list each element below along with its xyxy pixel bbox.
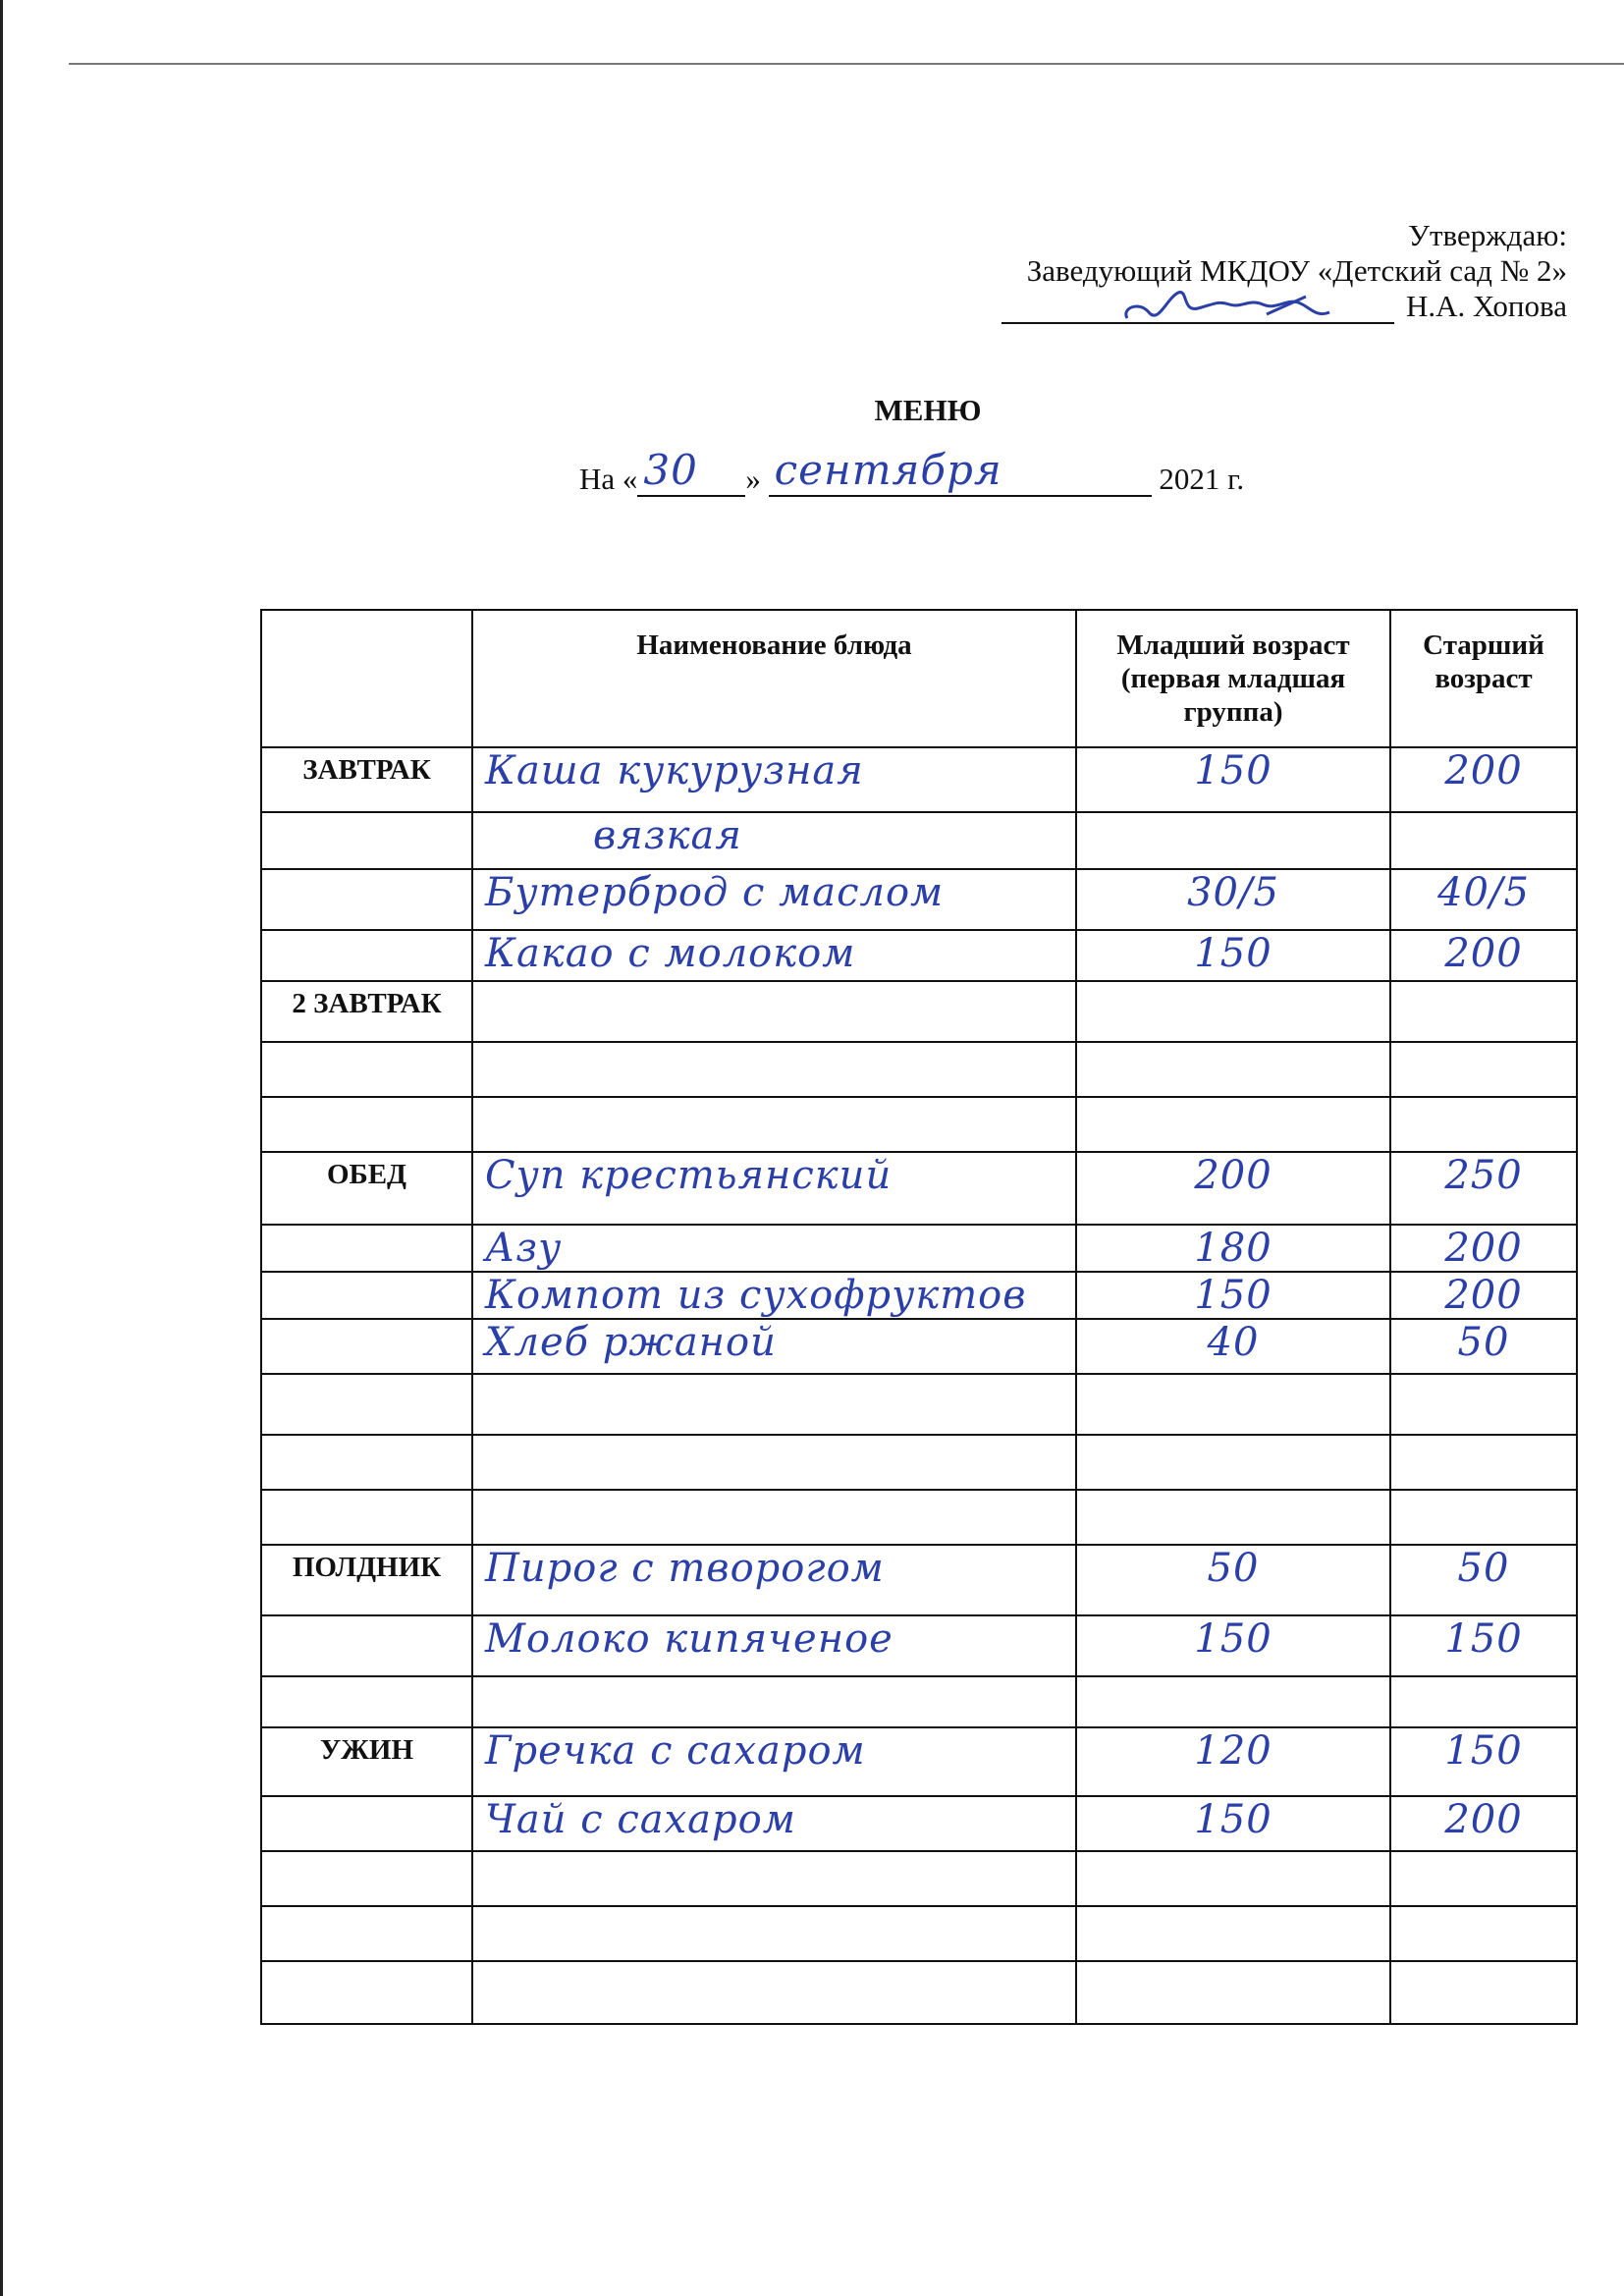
- senior-portion-cell: [1390, 1490, 1577, 1545]
- junior-portion-cell: [1076, 1851, 1390, 1906]
- dish-name: Хлеб ржаной: [485, 1320, 777, 1365]
- dish-cell: [472, 930, 1076, 981]
- junior-portion-cell: [1076, 930, 1390, 981]
- dish-name: Азу: [485, 1226, 563, 1271]
- senior-portion-cell: [1390, 930, 1577, 981]
- junior-portion-cell: [1076, 1676, 1390, 1727]
- senior-portion-cell: [1390, 1676, 1577, 1727]
- junior-portion: 150: [1194, 748, 1272, 793]
- dish-cell: [472, 1152, 1076, 1225]
- signature-line: [1001, 297, 1394, 324]
- junior-portion-cell: [1076, 1319, 1390, 1374]
- dish-name: Молоко кипяченое: [485, 1616, 893, 1662]
- table-header-row: [261, 610, 1577, 747]
- dish-name: Какао с молоком: [485, 931, 856, 976]
- junior-portion: 30/5: [1187, 870, 1279, 915]
- meal-cell: [261, 1851, 472, 1906]
- meal-cell: [261, 1272, 472, 1319]
- junior-portion-cell: [1076, 981, 1390, 1042]
- senior-portion-cell: [1390, 1152, 1577, 1225]
- meal-cell: [261, 1225, 472, 1272]
- senior-portion-cell: [1390, 1615, 1577, 1676]
- table-row: [261, 1615, 1577, 1676]
- junior-portion-cell: [1076, 1435, 1390, 1490]
- junior-portion-cell: [1076, 1490, 1390, 1545]
- dish-cell: [472, 1225, 1076, 1272]
- junior-portion-cell: [1076, 1961, 1390, 2024]
- table-row: [261, 1851, 1577, 1906]
- date-day: 30: [643, 446, 698, 494]
- dish-cell: [472, 1906, 1076, 1961]
- meal-cell: [261, 1615, 472, 1676]
- meal-cell: ОБЕД: [261, 1152, 472, 1225]
- dish-cell: [472, 1319, 1076, 1374]
- table-row: [261, 869, 1577, 930]
- dish-cell: [472, 1272, 1076, 1319]
- table-row: [261, 1906, 1577, 1961]
- junior-portion-cell: [1076, 1615, 1390, 1676]
- junior-portion-cell: [1076, 869, 1390, 930]
- signature-icon: [1119, 279, 1335, 328]
- senior-portion-cell: [1390, 1435, 1577, 1490]
- senior-portion-cell: [1390, 1374, 1577, 1435]
- table-row: [261, 1097, 1577, 1152]
- meal-cell: [261, 1042, 472, 1097]
- table-row: [261, 1545, 1577, 1615]
- dish-cell: [472, 747, 1076, 812]
- dish-name: Компот из сухофруктов: [485, 1273, 1027, 1318]
- senior-portion-cell: [1390, 1042, 1577, 1097]
- senior-portion-cell: [1390, 1851, 1577, 1906]
- signatory-name: Н.А. Хопова: [1405, 289, 1567, 323]
- dish-name: Бутерброд с маслом: [485, 870, 945, 915]
- senior-portion-cell: [1390, 1796, 1577, 1851]
- menu-table: [260, 609, 1578, 2025]
- senior-portion: 200: [1444, 931, 1523, 976]
- scan-left-edge: [0, 0, 3, 2296]
- senior-portion: 50: [1457, 1546, 1510, 1591]
- dish-cell: [472, 1490, 1076, 1545]
- header-meal: [261, 610, 472, 747]
- junior-portion-cell: [1076, 1272, 1390, 1319]
- dish-name: вязкая: [593, 813, 742, 858]
- junior-portion-cell: [1076, 1727, 1390, 1796]
- approval-block: [1001, 218, 1567, 324]
- dish-cell: [472, 869, 1076, 930]
- meal-cell: ПОЛДНИК: [261, 1545, 472, 1615]
- senior-portion: 50: [1457, 1320, 1510, 1365]
- junior-portion: 50: [1207, 1546, 1260, 1591]
- meal-cell: [261, 812, 472, 869]
- senior-portion-cell: [1390, 981, 1577, 1042]
- meal-cell: УЖИН: [261, 1727, 472, 1796]
- junior-portion-cell: [1076, 812, 1390, 869]
- meal-cell: [261, 930, 472, 981]
- junior-portion-cell: [1076, 1225, 1390, 1272]
- dish-cell: [472, 1615, 1076, 1676]
- senior-portion: 200: [1444, 748, 1523, 793]
- table-row: [261, 1374, 1577, 1435]
- junior-portion: 180: [1194, 1226, 1272, 1271]
- junior-portion: 200: [1194, 1153, 1272, 1198]
- table-row: [261, 1225, 1577, 1272]
- junior-portion-cell: [1076, 1374, 1390, 1435]
- junior-portion-cell: [1076, 1152, 1390, 1225]
- meal-cell: [261, 1435, 472, 1490]
- date-prefix: На «: [579, 462, 638, 496]
- table-row: [261, 981, 1577, 1042]
- junior-portion: 120: [1194, 1728, 1272, 1774]
- junior-portion-cell: [1076, 1906, 1390, 1961]
- dish-name: Каша кукурузная: [485, 748, 864, 793]
- meal-cell: [261, 1676, 472, 1727]
- junior-portion-cell: [1076, 1042, 1390, 1097]
- scan-top-rule: [69, 63, 1624, 65]
- dish-cell: [472, 981, 1076, 1042]
- senior-portion: 200: [1444, 1273, 1523, 1318]
- table-row: [261, 1319, 1577, 1374]
- junior-portion-cell: [1076, 1545, 1390, 1615]
- table-row: [261, 1152, 1577, 1225]
- junior-portion-cell: [1076, 1097, 1390, 1152]
- senior-portion-cell: [1390, 1097, 1577, 1152]
- table-row: [261, 1676, 1577, 1727]
- dish-name: Суп крестьянский: [485, 1153, 893, 1198]
- senior-portion-cell: [1390, 1961, 1577, 2024]
- junior-portion: 150: [1194, 1616, 1272, 1662]
- dish-cell: [472, 1545, 1076, 1615]
- senior-portion-cell: [1390, 747, 1577, 812]
- table-row: [261, 1490, 1577, 1545]
- dish-cell: [472, 1851, 1076, 1906]
- senior-portion-cell: [1390, 1272, 1577, 1319]
- meal-cell: 2 ЗАВТРАК: [261, 981, 472, 1042]
- date-month-blank: [769, 446, 1152, 497]
- dish-cell: [472, 1796, 1076, 1851]
- table-row: [261, 1961, 1577, 2024]
- table-row: [261, 1042, 1577, 1097]
- dish-cell: [472, 812, 1076, 869]
- meal-cell: [261, 1796, 472, 1851]
- senior-portion: 200: [1444, 1797, 1523, 1842]
- junior-portion: 150: [1194, 1797, 1272, 1842]
- dish-cell: [472, 1676, 1076, 1727]
- approval-position: Заведующий МКДОУ «Детский сад № 2»: [1026, 253, 1567, 288]
- senior-portion-cell: [1390, 869, 1577, 930]
- dish-cell: [472, 1435, 1076, 1490]
- dish-name: Чай с сахаром: [485, 1797, 796, 1842]
- senior-portion: 40/5: [1437, 870, 1530, 915]
- table-row: [261, 812, 1577, 869]
- meal-cell: [261, 869, 472, 930]
- table-row: [261, 1796, 1577, 1851]
- senior-portion-cell: [1390, 1225, 1577, 1272]
- senior-portion: 200: [1444, 1226, 1523, 1271]
- senior-portion: 250: [1444, 1153, 1523, 1198]
- table-row: [261, 1272, 1577, 1319]
- senior-portion-cell: [1390, 1545, 1577, 1615]
- date-mid: »: [745, 462, 761, 496]
- senior-portion-cell: [1390, 1319, 1577, 1374]
- header-dish: Наименование блюда: [472, 610, 1076, 747]
- table-row: [261, 747, 1577, 812]
- header-senior: Старший возраст: [1390, 610, 1577, 747]
- meal-cell: [261, 1961, 472, 2024]
- senior-portion-cell: [1390, 812, 1577, 869]
- approval-heading: Утверждаю:: [1408, 218, 1567, 252]
- junior-portion: 40: [1207, 1320, 1260, 1365]
- menu-body: [261, 747, 1577, 2024]
- dish-name: Пирог с творогом: [485, 1546, 885, 1591]
- approval-signature-line: [1001, 289, 1567, 324]
- date-day-blank: [637, 446, 745, 497]
- junior-portion: 150: [1194, 931, 1272, 976]
- senior-portion-cell: [1390, 1727, 1577, 1796]
- date-line: [579, 446, 1245, 497]
- page-title: МЕНЮ: [874, 393, 982, 427]
- meal-cell: [261, 1097, 472, 1152]
- meal-cell: [261, 1490, 472, 1545]
- table-row: [261, 1435, 1577, 1490]
- meal-cell: [261, 1374, 472, 1435]
- junior-portion-cell: [1076, 1796, 1390, 1851]
- date-year: 2021 г.: [1159, 462, 1245, 496]
- meal-cell: ЗАВТРАК: [261, 747, 472, 812]
- date-month: сентября: [774, 446, 1002, 494]
- junior-portion-cell: [1076, 747, 1390, 812]
- meal-cell: [261, 1906, 472, 1961]
- dish-cell: [472, 1042, 1076, 1097]
- meal-cell: [261, 1319, 472, 1374]
- dish-name: Гречка с сахаром: [485, 1728, 866, 1774]
- dish-cell: [472, 1727, 1076, 1796]
- senior-portion: 150: [1444, 1728, 1523, 1774]
- junior-portion: 150: [1194, 1273, 1272, 1318]
- dish-cell: [472, 1374, 1076, 1435]
- senior-portion-cell: [1390, 1906, 1577, 1961]
- header-junior: Младший возраст (первая младшая группа): [1076, 610, 1390, 747]
- senior-portion: 150: [1444, 1616, 1523, 1662]
- table-row: [261, 930, 1577, 981]
- dish-cell: [472, 1961, 1076, 2024]
- dish-cell: [472, 1097, 1076, 1152]
- table-row: [261, 1727, 1577, 1796]
